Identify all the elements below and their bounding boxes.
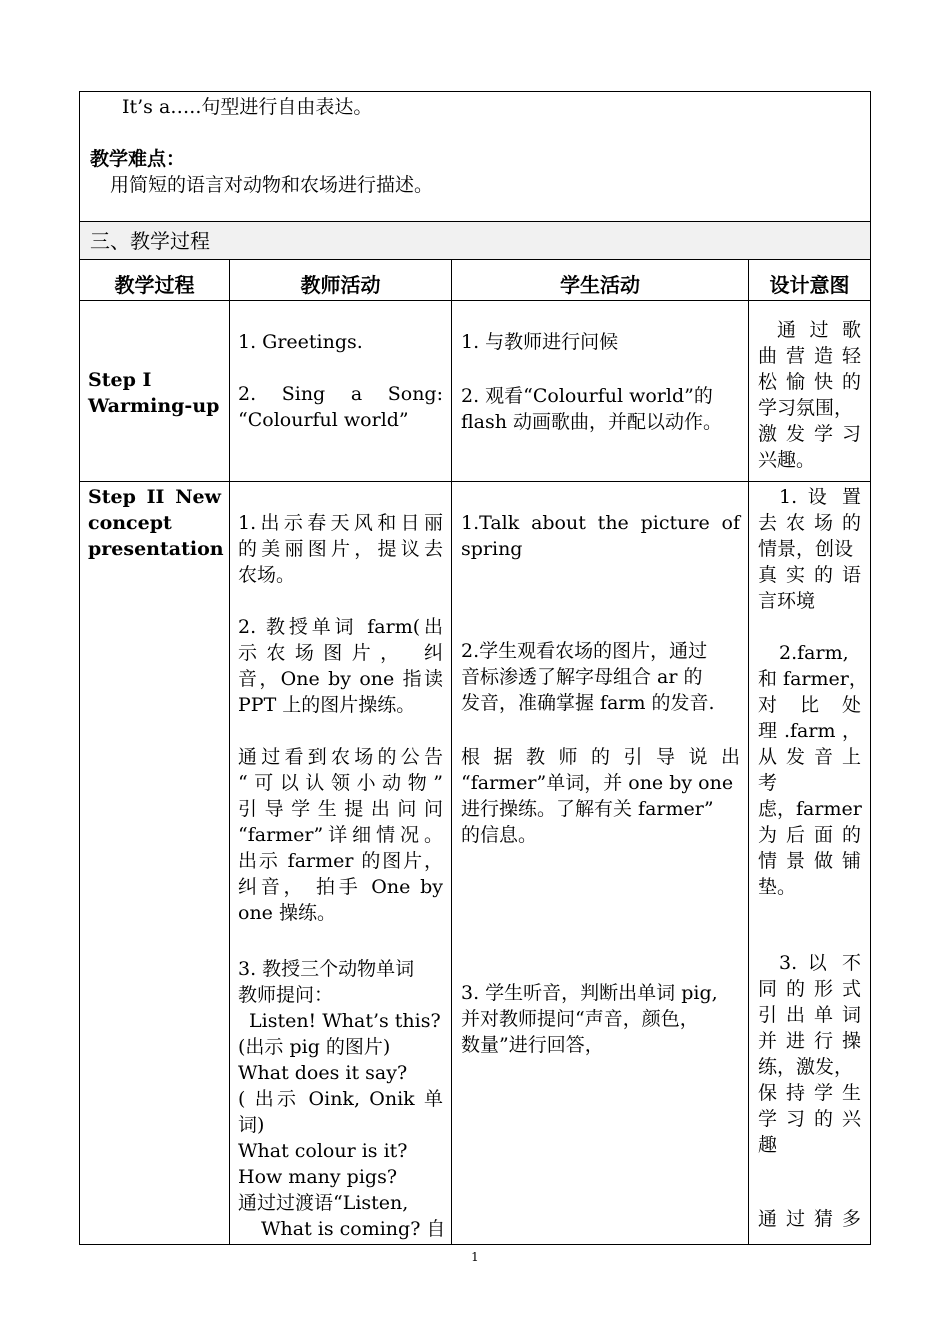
header-process-label: 教学过程	[114, 273, 195, 297]
row2-student-line: 根据教师的引导说出	[461, 746, 740, 768]
row2-student-line: “farmer”单词，并 one by one	[461, 772, 734, 794]
row2-teacher-line: 2. 教授单词 farm(出	[238, 616, 443, 638]
header-teacher	[229, 259, 452, 301]
row2-teacher-line: (出示 pig 的图片)	[238, 1036, 391, 1058]
row2-teacher-line: “farmer”详细情况。	[238, 824, 443, 846]
row1-intent	[748, 300, 871, 482]
row2-intent-line: 2.farm,	[779, 642, 849, 664]
row1-intent-line: 通过歌	[777, 319, 861, 341]
row1-intent-line: 激发学习	[758, 423, 861, 445]
row1-student-line: 1. 与教师进行问候	[461, 331, 619, 353]
header-intent-label: 设计意图	[769, 273, 850, 297]
row2-intent	[748, 481, 871, 1245]
sentence-pattern-line: It’s a…..句型进行自由表达。	[122, 96, 373, 118]
row2-teacher-line: What does it say?	[238, 1062, 408, 1084]
row2-teacher-line: 1.出示春天风和日丽	[238, 512, 443, 534]
row2-teacher-line: 词)	[238, 1114, 265, 1136]
row1-teacher	[229, 300, 452, 482]
row2-step	[79, 481, 230, 1245]
row2-teacher-line: 音，One by one 指读	[238, 668, 443, 690]
row2-teacher-line: “可以认领小动物”	[238, 772, 443, 794]
row2-intent-line: 通过猜多	[758, 1208, 861, 1230]
row2-intent-line: 并进行操	[758, 1030, 861, 1052]
row2-intent-line: 去农场的	[758, 512, 861, 534]
row2-teacher-line: Listen! What’s this?	[249, 1010, 441, 1032]
row2-teacher-line: 通过过渡语“Listen,	[238, 1192, 409, 1214]
row2-student	[451, 481, 749, 1245]
row2-teacher-line: 教师提问：	[238, 984, 334, 1006]
row2-intent-line: 保持学生	[758, 1082, 861, 1104]
row2-student-line: spring	[461, 538, 523, 560]
row2-intent-line: 理 .farm ，	[758, 720, 861, 742]
row2-intent-line: 情景做铺	[758, 850, 861, 872]
page-number: 1	[471, 1250, 479, 1264]
header-student-label: 学生活动	[560, 273, 640, 297]
row1-student-line: 2. 观看“Colourful world”的	[461, 385, 713, 407]
row1-step	[79, 300, 230, 482]
row2-teacher-line: What colour is it?	[238, 1140, 408, 1162]
row1-student	[451, 300, 749, 482]
row2-intent-line: 引出单词	[758, 1004, 861, 1026]
row2-intent-line: 为后面的	[758, 824, 861, 846]
row1-intent-line: 兴趣。	[758, 449, 816, 471]
row2-teacher-line: one 操练。	[238, 902, 336, 924]
row2-intent-line: 1. 设 置	[779, 486, 861, 508]
row2-intent-line: 情景，创设	[758, 538, 854, 560]
row2-teacher-line: What is coming? 自	[261, 1218, 446, 1240]
row2-teacher-line: 示农场图片， 纠	[238, 642, 443, 664]
row1-student-line: flash 动画歌曲，并配以动作。	[461, 411, 723, 433]
row2-teacher-line: 引导学生提出问问	[238, 798, 443, 820]
row2-intent-line: 言环境	[758, 590, 816, 612]
header-process	[79, 259, 230, 301]
row2-teacher-line: 通过看到农场的公告	[238, 746, 443, 768]
row2-student-line: 音标渗透了解字母组合 ar 的	[461, 666, 703, 688]
row2-intent-line: 学习的兴	[758, 1108, 861, 1130]
row2-intent-line: 对 比 处	[758, 694, 861, 716]
header-student	[451, 259, 749, 301]
header-intent	[748, 259, 871, 301]
section-title: 三、教学过程	[90, 229, 210, 253]
row2-teacher-line: 农场。	[238, 564, 296, 586]
difficulty-label: 教学难点：	[90, 148, 186, 170]
row2-intent-line: 考	[758, 772, 778, 794]
row1-intent-line: 学习氛围，	[758, 397, 854, 419]
row2-student-line: 进行操练。了解有关 farmer”	[461, 798, 714, 820]
row2-intent-line: 3. 以 不	[779, 952, 861, 974]
row2-student-line: 的信息。	[461, 824, 538, 846]
row2-step-line: concept	[88, 512, 172, 534]
row1-teacher-line: 1. Greetings.	[238, 331, 363, 353]
row2-student-line: 1.Talk about the picture of	[461, 512, 740, 534]
row2-intent-line: 从发音上	[758, 746, 861, 768]
row1-teacher-line: “Colourful world”	[238, 409, 409, 431]
row2-student-line: 2.学生观看农场的图片，通过	[461, 640, 708, 662]
row2-step-line: presentation	[88, 538, 224, 560]
row2-teacher-line: 出示 farmer 的图片，	[238, 850, 443, 872]
row1-intent-line: 曲营造轻	[758, 345, 861, 367]
row2-intent-line: 和 farmer，	[758, 668, 868, 690]
row2-intent-line: 同的形式	[758, 978, 861, 1000]
row1-teacher-line: 2. Sing a Song:	[238, 383, 443, 405]
row1-step-line: Warming-up	[88, 395, 220, 417]
row2-student-line: 发音，准确掌握 farm 的发音.	[461, 692, 715, 714]
row2-student-line: 数量”进行回答，	[461, 1034, 604, 1056]
row2-intent-line: 垫。	[758, 876, 797, 898]
row1-step-line: Step I	[88, 369, 152, 391]
row2-student-line: 并对教师提问“声音，颜色，	[461, 1008, 699, 1030]
row2-step-line: Step II New	[88, 486, 221, 508]
row2-intent-line: 真实的语	[758, 564, 861, 586]
row1-intent-line: 松愉快的	[758, 371, 861, 393]
row2-teacher-line: How many pigs?	[238, 1166, 398, 1188]
row2-teacher-line: 3. 教授三个动物单词	[238, 958, 415, 980]
objectives-cell	[79, 91, 871, 222]
row2-intent-line: 虑，farmer	[758, 798, 862, 820]
row2-intent-line: 趣	[758, 1134, 778, 1156]
row2-teacher	[229, 481, 452, 1245]
row2-intent-line: 练，激发，	[758, 1056, 854, 1078]
row2-teacher-line: ( 出示 Oink, Onik 单	[238, 1088, 443, 1110]
header-teacher-label: 教师活动	[300, 273, 381, 297]
section-title-cell	[79, 221, 871, 260]
difficulty-text: 用简短的语言对动物和农场进行描述。	[110, 174, 434, 196]
row2-teacher-line: 纠音， 拍手 One by	[238, 876, 443, 898]
row2-teacher-line: 的美丽图片，提议去	[238, 538, 443, 560]
row2-teacher-line: PPT 上的图片操练。	[238, 694, 416, 716]
row2-student-line: 3. 学生听音，判断出单词 pig,	[461, 982, 718, 1004]
